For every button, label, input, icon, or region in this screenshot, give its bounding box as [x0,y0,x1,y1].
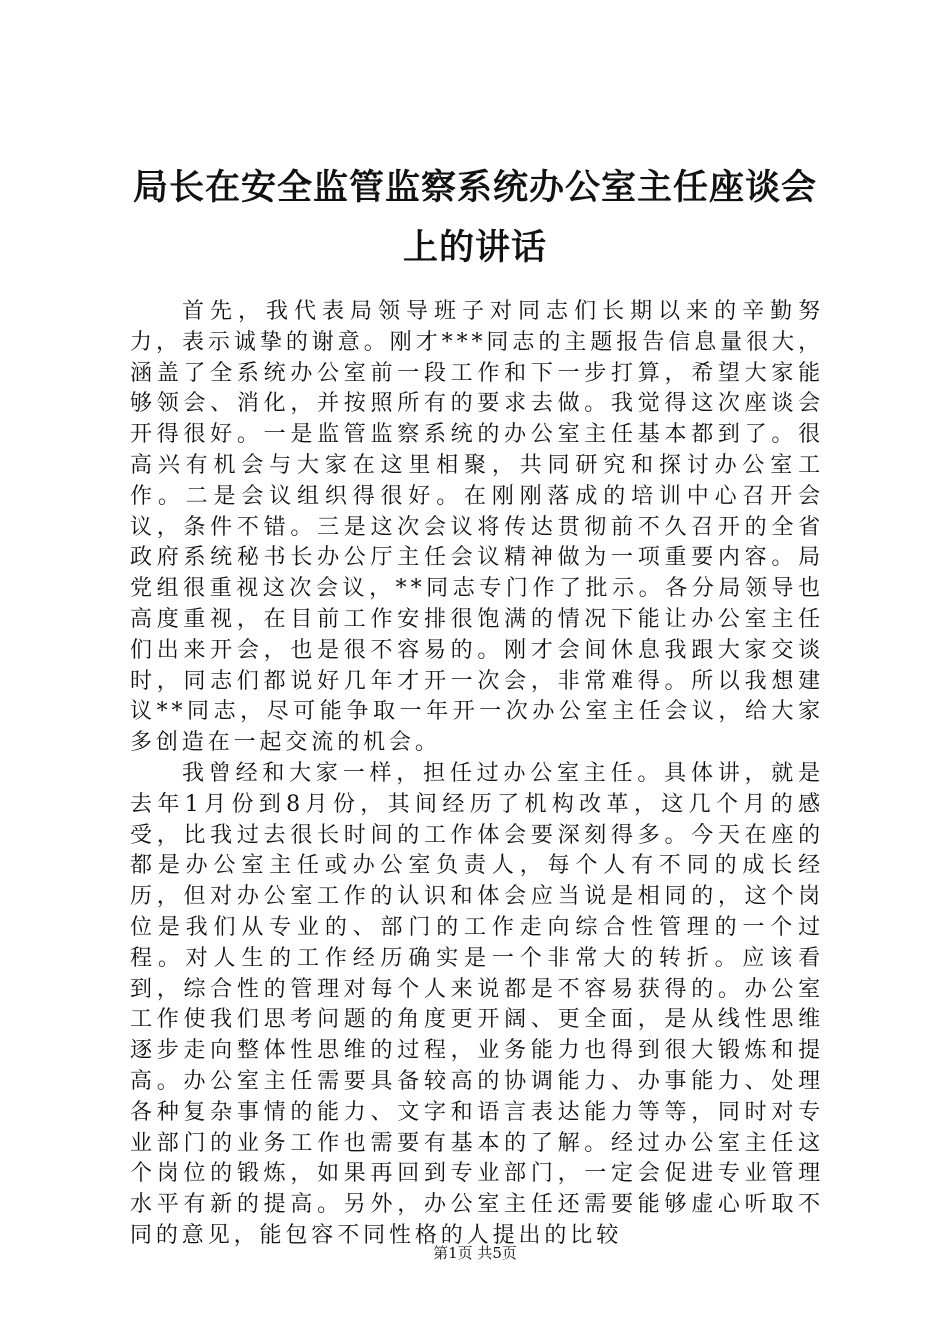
paragraph-1: 首先，我代表局领导班子对同志们长期以来的辛勤努力，表示诚挚的谢意。刚才***同志的主题报告信息量很大，涵盖了全系统办公室前一段工作和下一步打算，希望大家能够领会、消化，并按照所有的要求去做。我觉得这次座谈会开得很好。一是监管监察系统的办公室主任基本都到了。很高兴有机会与大家在这里相聚，共同研究和探讨办公室工作。二是会议组织得很好。在刚刚落成的培训中心召开会议，条件不错。三是这次会议将传达贯彻前不久召开的全省政府系统秘书长办公厅主任会议精神做为一项重要内容。局党组很重视这次会议，**同志专门作了批示。各分局领导也高度重视，在目前工作安排很饱满的情况下能让办公室主任们出来开会，也是很不容易的。刚才会间休息我跟大家交谈时，同志们都说好几年才开一次会，非常难得。所以我想建议**同志，尽可能争取一年开一次办公室主任会议，给大家多创造在一起交流的机会。 [130,299,824,756]
page-number: 第1页 共5页 [433,1244,517,1262]
document-body [130,297,824,1252]
document-title: 局长在安全监管监察系统办公室主任座谈会上的讲话 [132,167,817,268]
paragraph-2: 我曾经和大家一样，担任过办公室主任。具体讲，就是去年1月份到8月份，其间经历了机构改革，这几个月的感受，比我过去很长时间的工作体会要深刻得多。今天在座的都是办公室主任或办公室负责人，每个人有不同的成长经历，但对办公室工作的认识和体会应当说是相同的，这个岗位是我们从专业的、部门的工作走向综合性管理的一个过程。对人生的工作经历确实是一个非常大的转折。应该看到，综合性的管理对每个人来说都是不容易获得的。办公室工作使我们思考问题的角度更开阔、更全面，是从线性思维逐步走向整体性思维的过程，业务能力也得到很大锻炼和提高。办公室主任需要具备较高的协调能力、办事能力、处理各种复杂事情的能力、文字和语言表达能力等等，同时对专业部门的业务工作也需要有基本的了解。经过办公室主任这个岗位的锻炼，如果再回到专业部门，一定会促进专业管理水平有新的提高。另外，办公室主任还需要能够虚心听取不同的意见，能包容不同性格的人提出的比较 [130,760,824,1248]
